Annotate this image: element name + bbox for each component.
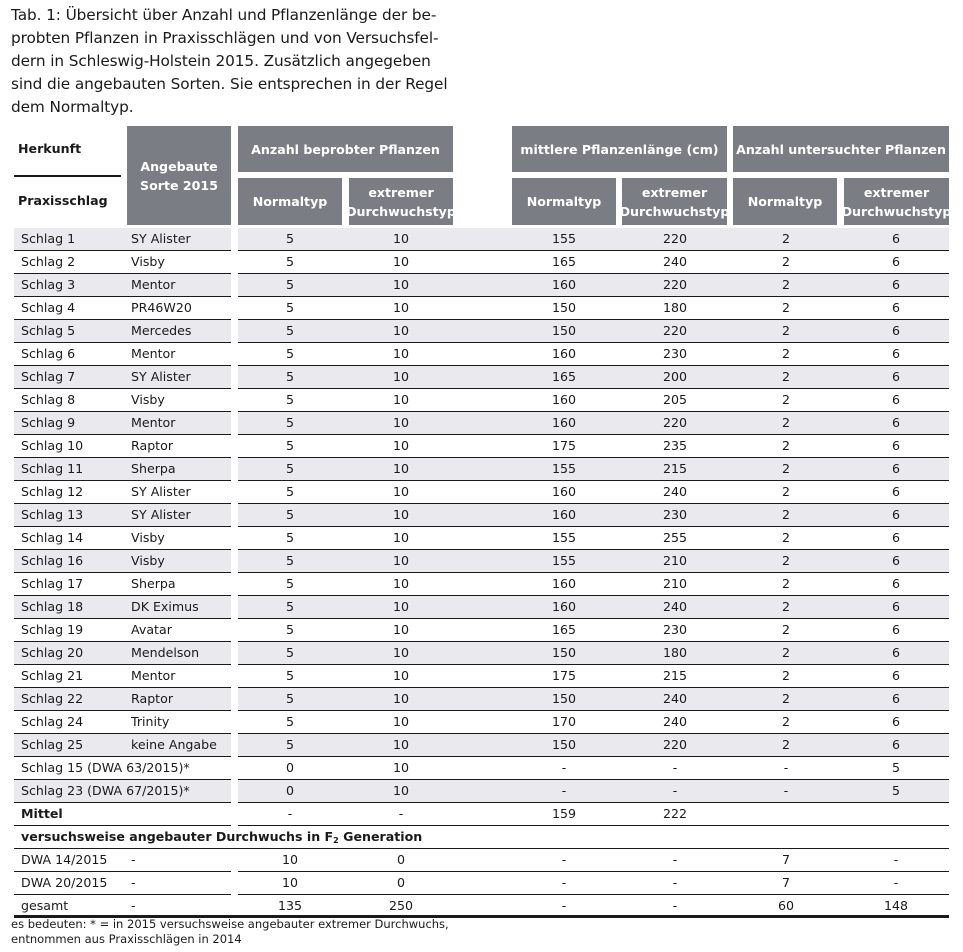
table-row [0, 665, 963, 688]
table-row [0, 343, 963, 366]
cell-l-n: 165 [551, 622, 577, 637]
table-row [0, 435, 963, 458]
cell-herkunft: Schlag 14 [21, 530, 84, 545]
header-sorte [127, 126, 231, 225]
cell-u-n: 2 [781, 300, 790, 315]
cell-a-n: 5 [285, 438, 294, 453]
cell-herkunft: Schlag 24 [21, 714, 84, 729]
cell-l-n: 160 [551, 277, 577, 292]
cell-a-e: 10 [392, 438, 410, 453]
cell-a-e: 10 [392, 254, 410, 269]
cell-a-n: 5 [285, 300, 294, 315]
table-row [0, 228, 963, 251]
cell-u-e: 6 [891, 300, 900, 315]
table-row [0, 251, 963, 274]
cell-u-n: 2 [781, 484, 790, 499]
header-herkunft: Herkunft [18, 141, 82, 156]
header-normaltyp: Normaltyp [512, 178, 616, 225]
cell-u-e: 6 [891, 553, 900, 568]
cell-sorte: Sherpa [131, 461, 176, 476]
dwa-row [0, 895, 963, 918]
cell-herkunft: Schlag 9 [21, 415, 76, 430]
section-heading-row [0, 826, 963, 849]
table-row [0, 504, 963, 527]
cell-sorte: Mercedes [131, 323, 192, 338]
cell-a-e: 10 [392, 484, 410, 499]
cell-a-e: 10 [392, 645, 410, 660]
cell-l-e: 240 [662, 254, 688, 269]
cell-herkunft: Schlag 7 [21, 369, 76, 384]
cell-l-n: 160 [551, 576, 577, 591]
cell-l-e: 220 [662, 737, 688, 752]
cell-a-n: 135 [277, 898, 303, 913]
table-row [0, 688, 963, 711]
cell-l-n: 165 [551, 254, 577, 269]
caption-line: Tab. 1: Übersicht über Anzahl und Pflanzenlänge der be- [11, 6, 437, 24]
cell-sorte: Visby [131, 254, 165, 269]
cell-herkunft: Schlag 22 [21, 691, 84, 706]
cell-herkunft: Schlag 16 [21, 553, 84, 568]
cell-l-e: 200 [662, 369, 688, 384]
cell-herkunft: Schlag 11 [21, 461, 84, 476]
table-row [0, 481, 963, 504]
cell-u-n: 60 [777, 898, 795, 913]
table-row [0, 757, 963, 780]
cell-l-n: 160 [551, 507, 577, 522]
cell-u-n: 2 [781, 323, 790, 338]
cell-a-n: 5 [285, 484, 294, 499]
cell-l-e: 235 [662, 438, 688, 453]
dwa-row [0, 872, 963, 895]
cell-u-e: 5 [891, 760, 900, 775]
cell-l-e: 180 [662, 300, 688, 315]
cell-u-n: 2 [781, 507, 790, 522]
cell-l-e: 205 [662, 392, 688, 407]
cell-l-e: 240 [662, 484, 688, 499]
cell-u-n: 2 [781, 530, 790, 545]
cell-u-n: 2 [781, 369, 790, 384]
cell-u-e: 6 [891, 507, 900, 522]
cell-u-e: - [893, 875, 899, 890]
cell-sorte: Mentor [131, 668, 176, 683]
dwa-row [0, 849, 963, 872]
cell-l-e: 215 [662, 668, 688, 683]
cell-l-n: 160 [551, 392, 577, 407]
cell-u-e: 6 [891, 231, 900, 246]
cell-herkunft: Schlag 10 [21, 438, 84, 453]
header-sorte-line1: Angebaute [140, 158, 218, 174]
cell-sorte: Visby [131, 530, 165, 545]
cell-u-n: - [783, 760, 789, 775]
cell-u-e: 5 [891, 783, 900, 798]
cell-u-n: 2 [781, 415, 790, 430]
cell-l-n: 150 [551, 737, 577, 752]
table-row [0, 711, 963, 734]
cell-u-e: 6 [891, 392, 900, 407]
cell-l-n: 155 [551, 553, 577, 568]
cell-a-e: 10 [392, 714, 410, 729]
table-row [0, 366, 963, 389]
cell-l-n: 175 [551, 438, 577, 453]
cell-herkunft: Schlag 12 [21, 484, 84, 499]
cell-a-e: 10 [392, 783, 410, 798]
cell-l-e: 230 [662, 622, 688, 637]
cell-u-n: 2 [781, 392, 790, 407]
cell-a-e: 10 [392, 622, 410, 637]
cell-u-e [846, 803, 946, 825]
cell-l-e: - [672, 783, 678, 798]
cell-u-n: 2 [781, 645, 790, 660]
section-heading-text: versuchsweise angebauter Durchwuchs in F [21, 829, 334, 844]
cell-u-e: 6 [891, 277, 900, 292]
cell-sorte: keine Angabe [131, 737, 217, 752]
mittel-row [0, 803, 963, 826]
cell-herkunft: Schlag 19 [21, 622, 84, 637]
cell-a-e: 10 [392, 507, 410, 522]
header-extrem-line2: Durchwuchstyp [619, 203, 730, 219]
cell-a-e: 10 [392, 392, 410, 407]
table-row [0, 320, 963, 343]
cell-a-e: 10 [392, 530, 410, 545]
cell-a-n: 5 [285, 277, 294, 292]
cell-l-n: 160 [551, 415, 577, 430]
cell-a-n: 5 [285, 576, 294, 591]
cell-sorte: Mentor [131, 277, 176, 292]
cell-l-e: 240 [662, 714, 688, 729]
cell-a-e: 10 [392, 323, 410, 338]
cell-l-n: 155 [551, 461, 577, 476]
cell-u-n: 2 [781, 599, 790, 614]
cell-sorte: - [131, 875, 136, 890]
cell-u-e: 6 [891, 645, 900, 660]
cell-herkunft: Schlag 1 [21, 231, 76, 246]
cell-a-n: 5 [285, 737, 294, 752]
cell-a-n: 5 [285, 392, 294, 407]
cell-a-n: 5 [285, 507, 294, 522]
cell-l-n: 150 [551, 691, 577, 706]
cell-herkunft: Schlag 17 [21, 576, 84, 591]
caption-line: sind die angebauten Sorten. Sie entsprechen in der Regel [11, 75, 448, 93]
section-heading [21, 826, 422, 848]
cell-l-e: 210 [662, 576, 688, 591]
caption-line: dem Normaltyp. [11, 98, 134, 116]
cell-a-n: 5 [285, 714, 294, 729]
section-heading-text: Generation [338, 829, 423, 844]
cell-herkunft: gesamt [21, 898, 69, 913]
cell-l-e: 255 [662, 530, 688, 545]
cell-u-n: - [783, 783, 789, 798]
cell-herkunft: Schlag 8 [21, 392, 76, 407]
cell-l-n: 150 [551, 300, 577, 315]
cell-l-e: - [672, 760, 678, 775]
table-row [0, 573, 963, 596]
cell-u-n: 2 [781, 622, 790, 637]
cell-u-n [736, 803, 836, 825]
cell-a-n: 5 [285, 231, 294, 246]
cell-sorte: PR46W20 [131, 300, 192, 315]
cell-u-e: 6 [891, 346, 900, 361]
cell-l-n: 170 [551, 714, 577, 729]
cell-l-n: 155 [551, 530, 577, 545]
cell-u-n: 2 [781, 714, 790, 729]
cell-u-n: 2 [781, 346, 790, 361]
cell-u-n: 2 [781, 691, 790, 706]
table-row [0, 274, 963, 297]
header-extrem-line1: extremer [641, 184, 708, 200]
table-row [0, 734, 963, 757]
cell-herkunft: Schlag 25 [21, 737, 84, 752]
cell-u-e: 6 [891, 438, 900, 453]
cell-l-n: 160 [551, 484, 577, 499]
cell-a-e: 10 [392, 461, 410, 476]
cell-a-n: 5 [285, 553, 294, 568]
cell-sorte: Sherpa [131, 576, 176, 591]
cell-l-n: 165 [551, 369, 577, 384]
cell-l-e: 240 [662, 691, 688, 706]
cell-herkunft: Schlag 18 [21, 599, 84, 614]
table-row [0, 297, 963, 320]
cell-l-e: 215 [662, 461, 688, 476]
cell-u-e: 148 [883, 898, 909, 913]
cell-u-e: 6 [891, 415, 900, 430]
cell-l-n: - [561, 852, 567, 867]
cell-sorte: Raptor [131, 691, 174, 706]
header-extremer-durchwuchstyp [346, 178, 456, 225]
cell-a-n: 5 [285, 645, 294, 660]
cell-herkunft: Schlag 4 [21, 300, 76, 315]
cell-herkunft: Schlag 23 (DWA 67/2015)* [21, 783, 190, 798]
cell-sorte: - [131, 898, 136, 913]
cell-u-n: 7 [781, 875, 790, 890]
cell-u-n: 2 [781, 277, 790, 292]
cell-u-n: 2 [781, 461, 790, 476]
cell-a-e: 0 [396, 852, 405, 867]
cell-u-n: 2 [781, 438, 790, 453]
cell-l-n: - [561, 875, 567, 890]
cell-a-e: 0 [396, 875, 405, 890]
table-row [0, 458, 963, 481]
cell-sorte: SY Alister [131, 507, 191, 522]
cell-a-n: 10 [281, 852, 299, 867]
footnote-line: entnommen aus Praxisschlägen in 2014 [11, 932, 242, 946]
header-group-pflanzenlaenge: mittlere Pflanzenlänge (cm) [512, 126, 727, 172]
cell-sorte: Mentor [131, 415, 176, 430]
cell-a-e: 10 [392, 737, 410, 752]
cell-herkunft: Schlag 5 [21, 323, 76, 338]
cell-sorte: Visby [131, 392, 165, 407]
cell-sorte: Avatar [131, 622, 172, 637]
cell-u-n: 2 [781, 576, 790, 591]
cell-sorte: Trinity [131, 714, 170, 729]
cell-a-e: 10 [392, 668, 410, 683]
cell-a-e: 10 [392, 231, 410, 246]
header-sorte-line2: Sorte 2015 [140, 177, 218, 193]
cell-herkunft: Schlag 3 [21, 277, 76, 292]
header-extrem-line2: Durchwuchstyp [841, 203, 952, 219]
cell-sorte: SY Alister [131, 231, 191, 246]
cell-a-n: 5 [285, 530, 294, 545]
cell-l-e: 220 [662, 415, 688, 430]
footnote-line: es bedeuten: * = in 2015 versuchsweise angebauter extremer Durchwuchs, [11, 917, 449, 931]
cell-u-n: 2 [781, 553, 790, 568]
table-row [0, 412, 963, 435]
table-row [0, 389, 963, 412]
cell-sorte: Visby [131, 553, 165, 568]
cell-a-e: 10 [392, 415, 410, 430]
cell-a-n: 5 [285, 346, 294, 361]
cell-u-e: - [893, 852, 899, 867]
cell-a-e: - [398, 806, 404, 821]
cell-u-e: 6 [891, 484, 900, 499]
cell-herkunft: Schlag 21 [21, 668, 84, 683]
cell-a-n: 5 [285, 254, 294, 269]
section-heading-subscript: 2 [333, 836, 339, 845]
cell-sorte: DK Eximus [131, 599, 199, 614]
cell-u-e: 6 [891, 576, 900, 591]
header-praxisschlag: Praxisschlag [18, 193, 108, 208]
cell-l-n: 175 [551, 668, 577, 683]
cell-a-e: 10 [392, 346, 410, 361]
cell-l-n: - [561, 783, 567, 798]
cell-u-e: 6 [891, 254, 900, 269]
cell-l-e: - [672, 875, 678, 890]
cell-a-e: 10 [392, 576, 410, 591]
cell-sorte: Mentor [131, 346, 176, 361]
header-extrem-line1: extremer [863, 184, 930, 200]
header-extrem-line2: Durchwuchstyp [346, 203, 456, 219]
cell-a-e: 10 [392, 599, 410, 614]
header-normaltyp: Normaltyp [238, 178, 342, 225]
header-divider [14, 175, 121, 177]
cell-herkunft: DWA 20/2015 [21, 875, 108, 890]
cell-a-n: 5 [285, 622, 294, 637]
footnote [11, 917, 449, 947]
cell-sorte: Mendelson [131, 645, 200, 660]
cell-herkunft: DWA 14/2015 [21, 852, 108, 867]
cell-sorte: SY Alister [131, 369, 191, 384]
cell-l-e: 230 [662, 507, 688, 522]
cell-a-n: 5 [285, 415, 294, 430]
cell-l-n: 159 [551, 806, 577, 821]
cell-a-n: 5 [285, 323, 294, 338]
header-extremer-durchwuchstyp [841, 178, 952, 225]
cell-u-e: 6 [891, 668, 900, 683]
cell-u-e: 6 [891, 599, 900, 614]
cell-a-e: 10 [392, 369, 410, 384]
cell-l-e: - [672, 852, 678, 867]
cell-herkunft: Schlag 13 [21, 507, 84, 522]
header-extrem-line1: extremer [368, 184, 434, 200]
cell-herkunft: Schlag 6 [21, 346, 76, 361]
cell-l-n: 160 [551, 346, 577, 361]
cell-herkunft: Schlag 15 (DWA 63/2015)* [21, 760, 190, 775]
cell-a-e: 10 [392, 553, 410, 568]
cell-a-n: 0 [285, 760, 294, 775]
cell-a-e: 10 [392, 691, 410, 706]
cell-u-n: 2 [781, 668, 790, 683]
cell-u-e: 6 [891, 530, 900, 545]
cell-u-e: 6 [891, 622, 900, 637]
header-group-anzahl-beprobt: Anzahl beprobter Pflanzen [238, 126, 453, 172]
header-normaltyp: Normaltyp [733, 178, 837, 225]
cell-herkunft: Mittel [21, 806, 63, 821]
cell-a-n: 5 [285, 691, 294, 706]
caption-line: dern in Schleswig-Holstein 2015. Zusätzlich angegeben [11, 52, 431, 70]
cell-u-e: 6 [891, 323, 900, 338]
caption-line: probten Pflanzen in Praxisschlägen und von Versuchsfel- [11, 29, 439, 47]
cell-herkunft: Schlag 2 [21, 254, 76, 269]
cell-u-n: 2 [781, 737, 790, 752]
table-row [0, 780, 963, 803]
table-row [0, 550, 963, 573]
table-row [0, 619, 963, 642]
cell-a-e: 10 [392, 277, 410, 292]
cell-l-e: 240 [662, 599, 688, 614]
cell-u-n: 2 [781, 254, 790, 269]
header-extremer-durchwuchstyp [619, 178, 730, 225]
table-row [0, 642, 963, 665]
cell-l-e: 180 [662, 645, 688, 660]
cell-l-e: 220 [662, 277, 688, 292]
table-caption [11, 4, 471, 119]
cell-l-e: 222 [662, 806, 688, 821]
cell-u-e: 6 [891, 369, 900, 384]
table-row [0, 527, 963, 550]
cell-a-n: 10 [281, 875, 299, 890]
cell-l-e: 230 [662, 346, 688, 361]
cell-a-e: 10 [392, 760, 410, 775]
cell-a-n: 5 [285, 369, 294, 384]
cell-a-n: - [287, 806, 293, 821]
cell-l-n: 160 [551, 599, 577, 614]
header-group-anzahl-untersucht: Anzahl untersuchter Pflanzen [733, 126, 949, 172]
cell-l-n: - [561, 898, 567, 913]
cell-a-e: 250 [388, 898, 414, 913]
cell-l-n: 155 [551, 231, 577, 246]
cell-l-e: 220 [662, 323, 688, 338]
cell-a-n: 0 [285, 783, 294, 798]
cell-u-e: 6 [891, 737, 900, 752]
cell-sorte: - [131, 852, 136, 867]
table-row [0, 596, 963, 619]
cell-sorte: Raptor [131, 438, 174, 453]
cell-u-e: 6 [891, 691, 900, 706]
cell-u-n: 2 [781, 231, 790, 246]
cell-a-n: 5 [285, 668, 294, 683]
cell-herkunft: Schlag 20 [21, 645, 84, 660]
cell-u-n: 7 [781, 852, 790, 867]
cell-l-e: - [672, 898, 678, 913]
cell-sorte: SY Alister [131, 484, 191, 499]
cell-l-n: - [561, 760, 567, 775]
cell-l-n: 150 [551, 645, 577, 660]
cell-l-n: 150 [551, 323, 577, 338]
cell-l-e: 220 [662, 231, 688, 246]
cell-u-e: 6 [891, 461, 900, 476]
cell-a-n: 5 [285, 461, 294, 476]
cell-a-n: 5 [285, 599, 294, 614]
cell-l-e: 210 [662, 553, 688, 568]
cell-u-e: 6 [891, 714, 900, 729]
cell-a-e: 10 [392, 300, 410, 315]
